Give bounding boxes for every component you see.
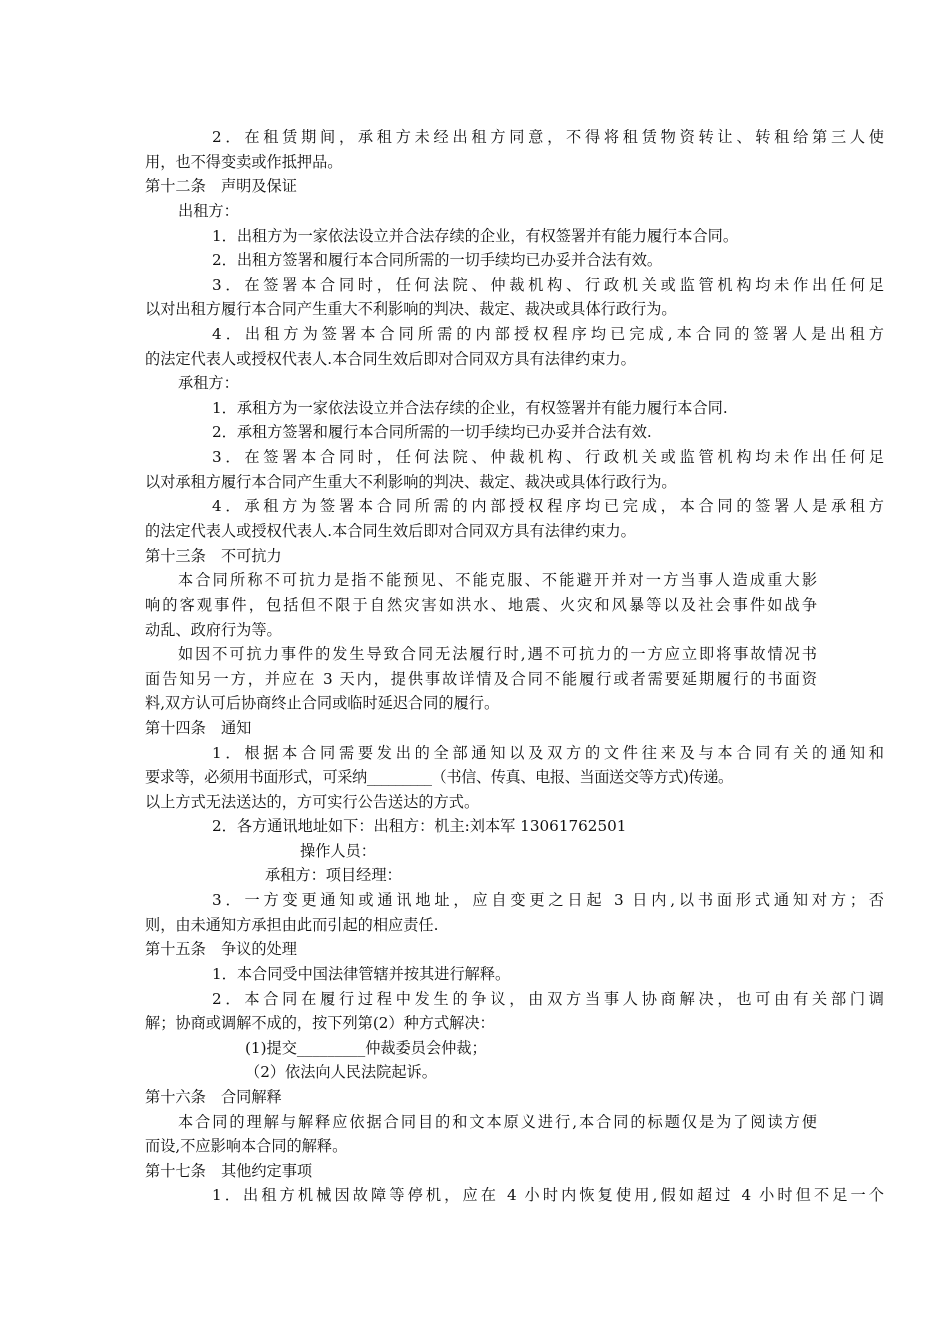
text-line: 1．承租方为一家依法设立并合法存续的企业，有权签署并有能力履行本合同. — [212, 399, 728, 417]
section-heading: 第十四条 通知 — [145, 719, 252, 737]
text-line: 承租方：项目经理： — [265, 866, 402, 884]
text-line: 解；协商或调解不成的，按下列第(2）种方式解决： — [145, 1014, 495, 1032]
text-line: 料,双方认可后协商终止合同或临时延迟合同的履行。 — [145, 694, 500, 712]
section-heading: 第十七条 其他约定事项 — [145, 1162, 313, 1180]
text-line: 3．在签署本合同时，任何法院、仲裁机构、行政机关或监管机构均未作出任何足 — [212, 276, 884, 294]
text-line: 2．在租赁期间，承租方未经出租方同意，不得将租赁物资转让、转租给第三人使 — [212, 128, 884, 146]
text-line: 以上方式无法送达的，方可实行公告送达的方式。 — [145, 793, 480, 811]
text-line: 本合同所称不可抗力是指不能预见、不能克服、不能避开并对一方当事人造成重大影 — [178, 571, 817, 589]
text-line: 本合同的理解与解释应依据合同目的和文本原义进行,本合同的标题仅是为了阅读方便 — [178, 1113, 817, 1131]
party-heading: 承租方： — [178, 374, 239, 392]
text-line: 动乱、政府行为等。 — [145, 621, 282, 639]
text-line: 以对出租方履行本合同产生重大不利影响的判决、裁定、裁决或具体行政行为。 — [145, 300, 677, 318]
text-line: 2．承租方签署和履行本合同所需的一切手续均已办妥并合法有效. — [212, 423, 652, 441]
text-line: 以对承租方履行本合同产生重大不利影响的判决、裁定、裁决或具体行政行为。 — [145, 473, 677, 491]
text-line: 1．出租方为一家依法设立并合法存续的企业，有权签署并有能力履行本合同。 — [212, 227, 739, 245]
text-line: 1．根据本合同需要发出的全部通知以及双方的文件往来及与本合同有关的通知和 — [212, 744, 884, 762]
text-line: 而设,不应影响本合同的解释。 — [145, 1137, 348, 1155]
text-line: 则，由未通知方承担由此而引起的相应责任. — [145, 916, 439, 934]
text-line: 3．在签署本合同时，任何法院、仲裁机构、行政机关或监管机构均未作出任何足 — [212, 448, 884, 466]
text-line: 4．承租方为签署本合同所需的内部授权程序均已完成，本合同的签署人是承租方 — [212, 497, 884, 515]
party-heading: 出租方： — [178, 202, 239, 220]
text-line: 2．出租方签署和履行本合同所需的一切手续均已办妥并合法有效。 — [212, 251, 663, 269]
section-heading: 第十二条 声明及保证 — [145, 177, 297, 195]
text-line: 要求等，必须用书面形式，可采纳_________（书信、传真、电报、当面送交等方式)传递。 — [145, 768, 733, 786]
text-line: 响的客观事件，包括但不限于自然灾害如洪水、地震、火灾和风暴等以及社会事件如战争 — [145, 596, 817, 614]
text-line: 2．各方通讯地址如下：出租方：机主:刘本军 13061762501 — [212, 817, 627, 835]
text-line: (1)提交_________仲裁委员会仲裁； — [245, 1039, 487, 1057]
text-line: 面告知另一方，并应在 3 天内，提供事故详情及合同不能履行或者需要延期履行的书面资 — [145, 670, 817, 688]
section-heading: 第十三条 不可抗力 — [145, 547, 282, 565]
text-line: 的法定代表人或授权代表人.本合同生效后即对合同双方具有法律约束力。 — [145, 350, 636, 368]
text-line: （2）依法向人民法院起诉。 — [245, 1063, 437, 1081]
text-line: 如因不可抗力事件的发生导致合同无法履行时,遇不可抗力的一方应立即将事故情况书 — [178, 645, 817, 663]
text-line: 2．本合同在履行过程中发生的争议，由双方当事人协商解决，也可由有关部门调 — [212, 990, 884, 1008]
text-line: 4．出租方为签署本合同所需的内部授权程序均已完成,本合同的签署人是出租方 — [212, 325, 884, 343]
text-line: 的法定代表人或授权代表人.本合同生效后即对合同双方具有法律约束力。 — [145, 522, 636, 540]
text-line: 1．出租方机械因故障等停机，应在 4 小时内恢复使用,假如超过 4 小时但不足一个 — [212, 1186, 884, 1204]
section-heading: 第十五条 争议的处理 — [145, 940, 297, 958]
text-line: 用，也不得变卖或作抵押品。 — [145, 153, 343, 171]
text-line: 1．本合同受中国法律管辖并按其进行解释。 — [212, 965, 511, 983]
text-line: 操作人员： — [300, 842, 376, 860]
text-line: 3．一方变更通知或通讯地址，应自变更之日起 3 日内,以书面形式通知对方；否 — [212, 891, 884, 909]
section-heading: 第十六条 合同解释 — [145, 1088, 282, 1106]
